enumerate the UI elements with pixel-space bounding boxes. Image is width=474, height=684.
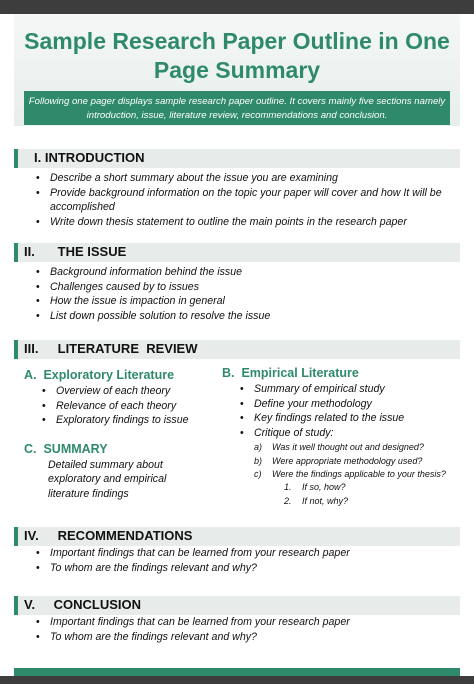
list-item: • Define your methodology <box>240 397 460 412</box>
list-item: • Summary of empirical study <box>240 382 460 397</box>
list-item <box>284 481 348 495</box>
item-marker: a) <box>254 442 263 452</box>
list-item: • Overview of each theory <box>42 384 222 399</box>
section-label: INTRODUCTION <box>44 150 145 165</box>
empirical-list <box>240 382 460 440</box>
page-title: Sample Research Paper Outline in One Page Summary <box>24 28 450 83</box>
bottom-bar <box>0 676 474 684</box>
subsection-title: SUMMARY <box>43 442 108 456</box>
list-item: • To whom are the findings relevant and why? <box>36 630 446 645</box>
subsection-mark: A. <box>24 368 37 382</box>
bottom-accent-bar <box>14 668 460 676</box>
top-bar <box>0 0 474 14</box>
item-text: If so, how? <box>302 482 346 492</box>
item-text: Were appropriate methodology used? <box>272 455 423 466</box>
list-item <box>254 455 446 469</box>
exploratory-literature-heading <box>24 368 174 382</box>
list-item: • Challenges caused by to issues <box>36 280 446 295</box>
section-title-introduction <box>34 150 145 165</box>
section-number: I. <box>34 150 42 165</box>
list-item <box>284 495 348 509</box>
section-number: V. <box>24 597 36 612</box>
section-title-recommendations <box>24 528 192 543</box>
summary-heading <box>24 442 108 456</box>
list-item: • How the issue is impaction in general <box>36 294 446 309</box>
list-item: • Important findings that can be learned from your research paper <box>36 546 446 561</box>
summary-text: Detailed summary about exploratory and empirical literature findings <box>48 459 167 500</box>
section-number: II. <box>24 244 35 259</box>
issue-list <box>36 265 446 323</box>
item-text: Were the findings applicable to your thesis? <box>272 469 446 479</box>
item-marker: 2. <box>284 495 292 506</box>
section-title-issue <box>24 244 126 259</box>
list-item <box>254 441 446 455</box>
item-marker: b) <box>254 455 263 466</box>
conclusion-list <box>36 615 446 644</box>
section-title-literature <box>24 341 198 356</box>
item-text: If not, why? <box>302 495 349 506</box>
list-item: • Exploratory findings to issue <box>42 413 222 428</box>
list-item: • Key findings related to the issue <box>240 411 460 426</box>
introduction-list <box>36 171 446 229</box>
section-label: CONCLUSION <box>53 597 142 612</box>
section-label: RECOMMENDATIONS <box>57 528 193 543</box>
subsection-title: Empirical Literature <box>241 366 359 380</box>
section-number: IV. <box>24 528 39 543</box>
empirical-literature-heading <box>222 366 359 380</box>
list-item: • Important findings that can be learned from your research paper <box>36 615 446 630</box>
item-marker: 1. <box>284 482 292 492</box>
subsection-title: Exploratory Literature <box>43 368 175 382</box>
list-item: • To whom are the findings relevant and why? <box>36 561 446 576</box>
subsection-mark: B. <box>222 366 235 380</box>
list-item: • Relevance of each theory <box>42 399 222 414</box>
summary-banner: Following one pager displays sample research paper outline. It covers mainly five sections namely introduction, issue, literature review, recommendations and conclusion. <box>24 91 450 125</box>
list-item: • List down possible solution to resolve the issue <box>36 309 446 324</box>
list-item: • Critique of study: <box>240 426 460 441</box>
list-item: • Write down thesis statement to outline the main points in the research paper <box>36 215 446 230</box>
followup-list <box>284 481 348 508</box>
list-item: • Background information behind the issue <box>36 265 446 280</box>
section-label: LITERATURE REVIEW <box>57 341 198 356</box>
list-item: • Provide background information on the topic your paper will cover and how It will be accomplished <box>36 186 446 215</box>
section-number: III. <box>24 341 39 356</box>
section-label: THE ISSUE <box>57 244 127 259</box>
item-marker: c) <box>254 469 262 479</box>
section-title-conclusion <box>24 597 141 612</box>
subsection-mark: C. <box>24 442 37 456</box>
exploratory-list <box>42 384 222 428</box>
list-item <box>254 468 446 482</box>
recommendations-list <box>36 546 446 575</box>
critique-list <box>254 441 446 482</box>
list-item: • Describe a short summary about the issue you are examining <box>36 171 446 186</box>
item-text: Was it well thought out and designed? <box>272 442 424 452</box>
